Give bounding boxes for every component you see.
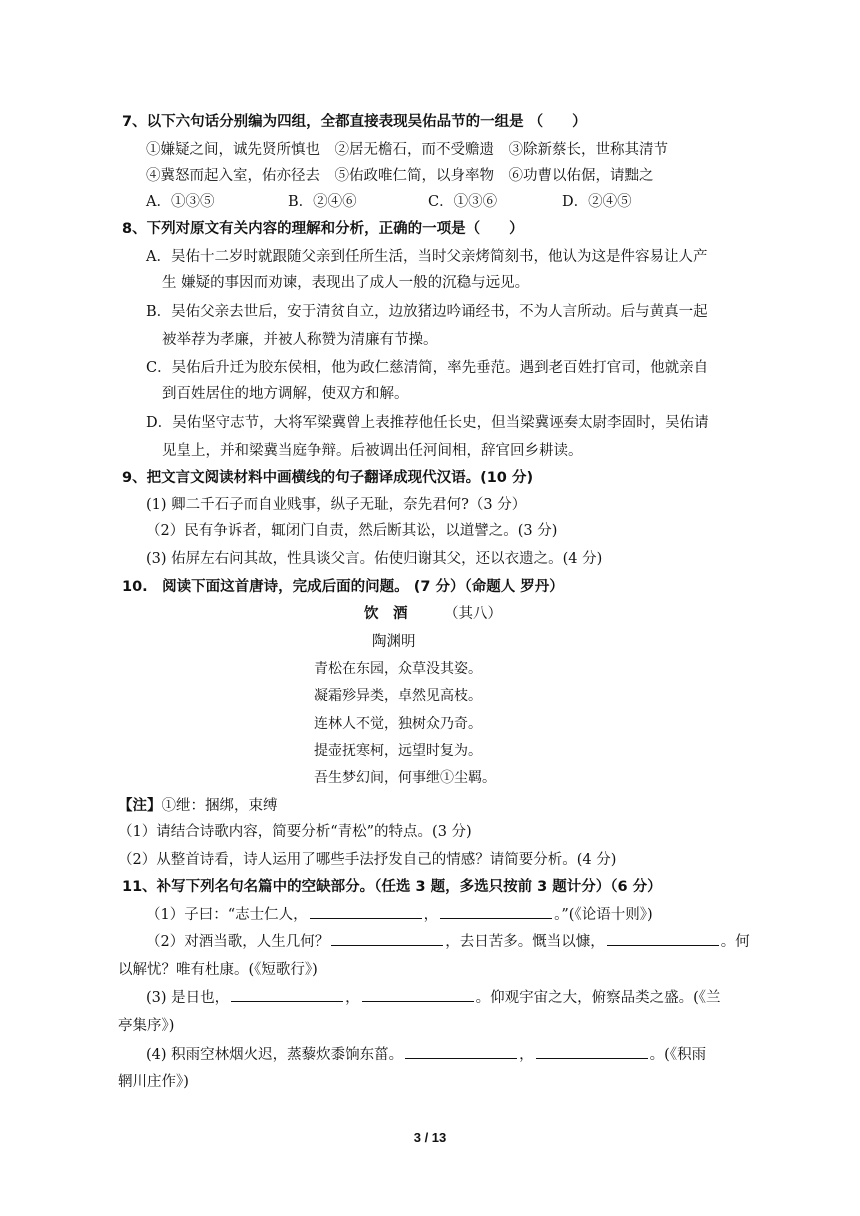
q11-item-1 — [146, 905, 653, 925]
poem-line-3: 连林人不觉，独树众乃奇。 — [314, 716, 482, 732]
fill-blank[interactable] — [607, 932, 719, 946]
q8-option-c-line2: 到百姓居住的地方调解，使双方和解。 — [162, 386, 409, 402]
q7-option-d: D．②④⑤ — [562, 194, 632, 210]
q8-option-c-line1: C．吴佑后升迁为胶东侯相，他为政仁慈清简，率先垂范。遇到老百姓打官司，他就亲自 — [146, 360, 709, 376]
q11-item-4-text-c: 。(《积雨 — [649, 1047, 707, 1063]
q11-item-1-text-c: 。”(《论语十则》) — [554, 907, 653, 923]
page-number: 3 / 13 — [413, 1130, 447, 1145]
q7-option-c: C．①③⑥ — [428, 194, 498, 210]
fill-blank[interactable] — [231, 988, 343, 1002]
q8-option-d-line1: D．吴佑坚守志节，大将军梁冀曾上表推荐他任长史，但当梁冀诬奏太尉李固时，吴佑请 — [146, 415, 709, 431]
fill-blank[interactable] — [440, 905, 552, 919]
poem-line-4: 提壶抚寒柯，远望时复为。 — [314, 743, 482, 759]
q11-item-2-text-c: 。何 — [720, 934, 750, 950]
note-text: ①绁：捆绑，束缚 — [161, 798, 278, 814]
q11-item-3-line2: 亭集序》) — [118, 1018, 175, 1034]
q10-title: 10. 阅读下面这首唐诗，完成后面的问题。 (7 分）（命题人 罗丹） — [122, 579, 564, 595]
q11-item-1-text-a: （1）子曰：“志士仁人， — [146, 907, 308, 923]
q7-title: 7、以下六句话分别编为四组，全都直接表现吴佑品节的一组是 （ ） — [122, 114, 587, 130]
q9-sentence-2: （2）民有争诉者，辄闭门自责，然后断其讼，以道譬之。(3 分) — [146, 523, 558, 539]
q11-item-2-line2: 以解忧？唯有杜康。(《短歌行》) — [118, 962, 318, 978]
q8-option-a-line2: 生 嫌疑的事因而劝谏，表现出了成人一般的沉稳与远见。 — [162, 275, 530, 291]
q11-item-4-text-a: (4) 积雨空林烟火迟，蒸藜炊黍饷东菑。 — [146, 1047, 404, 1063]
q8-title: 8、下列对原文有关内容的理解和分析，正确的一项是（ ） — [122, 221, 524, 237]
q11-item-3-line1 — [146, 988, 721, 1008]
poem-subtitle: （其八） — [444, 606, 502, 622]
q10-ask-2: （2）从整首诗看，诗人运用了哪些手法抒发自己的情感？请简要分析。(4 分) — [118, 852, 617, 868]
q11-item-2-line1 — [146, 932, 750, 952]
q8-option-b-line1: B．吴佑父亲去世后，安于清贫自立，边放猪边吟诵经书，不为人言所动。后与黄真一起 — [146, 304, 708, 320]
q7-line2: ④冀怒而起入室，佑亦径去 ⑤佑政唯仁简，以身率物 ⑥功曹以佑倨，请黜之 — [146, 168, 654, 184]
poem-title: 饮 酒 — [364, 606, 408, 622]
q9-sentence-3: (3) 佑屏左右问其故，性具谈父言。佑使归谢其父，还以衣遗之。(4 分) — [146, 551, 603, 567]
q11-title: 11、补写下列名句名篇中的空缺部分。（任选 3 题，多选只按前 3 题计分）（6 分） — [122, 879, 662, 895]
q11-item-3-text-a: (3) 是日也， — [146, 990, 230, 1006]
q11-item-4-line2: 辋川庄作》) — [118, 1074, 189, 1090]
q11-item-2-text-a: （2）对酒当歌，人生几何？ — [146, 934, 330, 950]
fill-blank[interactable] — [362, 988, 474, 1002]
poem-note — [118, 796, 278, 816]
poem-line-5: 吾生梦幻间，何事绁①尘羁。 — [314, 770, 496, 786]
q11-item-4-text-b: ， — [519, 1047, 534, 1063]
q9-title: 9、把文言文阅读材料中画横线的句子翻译成现代汉语。(10 分) — [122, 470, 534, 486]
q7-line1: ①嫌疑之间，诚先贤所慎也 ②居无檐石，而不受赡遗 ③除新蔡长，世称其清节 — [146, 142, 668, 158]
q7-option-b: B．②④⑥ — [288, 194, 357, 210]
q8-option-d-line2: 见皇上，并和梁冀当庭争辩。后被调出任河间相，辞官回乡耕读。 — [162, 443, 583, 459]
fill-blank[interactable] — [536, 1045, 648, 1059]
q11-item-2-text-b: ，去日苦多。慨当以慷， — [445, 934, 605, 950]
q11-item-3-text-c: 。仰观宇宙之大，俯察品类之盛。(《兰 — [475, 990, 721, 1006]
q11-item-1-text-b: ， — [423, 907, 439, 923]
q8-option-a-line1: A．吴佑十二岁时就跟随父亲到任所生活，当时父亲烤简刻书，他认为这是件容易让人产 — [146, 249, 708, 265]
note-label: 【注】 — [118, 798, 162, 814]
q7-option-a: A．①③⑤ — [146, 194, 215, 210]
poem-line-2: 凝霜殄异类，卓然见高枝。 — [314, 688, 482, 704]
q10-ask-1: （1）请结合诗歌内容，简要分析“青松”的特点。(3 分) — [118, 824, 472, 840]
q11-item-3-text-b: ， — [345, 990, 360, 1006]
q9-sentence-1: (1) 卿二千石子而自业贱事，纵子无耻，奈先君何?（3 分） — [146, 497, 527, 513]
poem-author: 陶渊明 — [372, 634, 416, 650]
poem-line-1: 青松在东园，众草没其姿。 — [314, 661, 482, 677]
fill-blank[interactable] — [331, 932, 443, 946]
q11-item-4-line1 — [146, 1045, 706, 1065]
q8-option-b-line2: 被举荐为孝廉，并被人称赞为清廉有节操。 — [162, 332, 438, 348]
fill-blank[interactable] — [310, 905, 422, 919]
fill-blank[interactable] — [405, 1045, 517, 1059]
